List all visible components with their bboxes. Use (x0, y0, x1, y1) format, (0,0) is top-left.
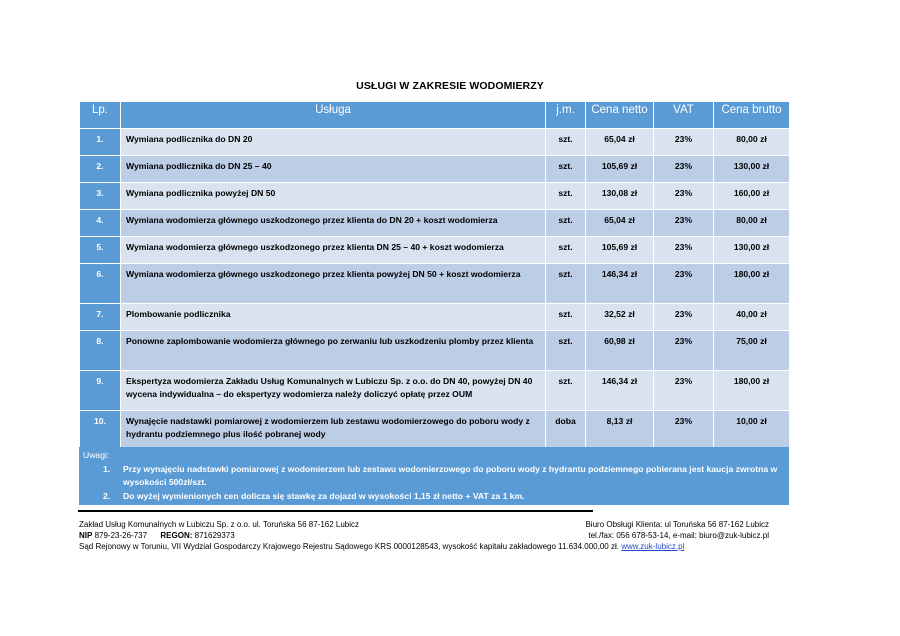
row-gross-price: 40,00 zł (714, 304, 790, 331)
row-lp: 7. (80, 304, 121, 331)
row-lp: 2. (80, 156, 121, 183)
row-vat: 23% (654, 304, 714, 331)
table-row (80, 411, 790, 451)
row-unit: szt. (546, 237, 586, 264)
row-service: Wymiana wodomierza głównego uszkodzonego przez klienta do DN 20 + koszt wodomierza (121, 210, 546, 237)
col-header-service: Usługa (121, 102, 546, 129)
row-unit: szt. (546, 264, 586, 304)
note-number: 1. (103, 463, 111, 474)
row-vat: 23% (654, 411, 714, 451)
row-net-price: 146,34 zł (586, 264, 654, 304)
row-net-price: 65,04 zł (586, 210, 654, 237)
row-service: Wymiana podlicznika do DN 20 (121, 129, 546, 156)
services-table (79, 101, 790, 451)
table-header-row (80, 102, 790, 129)
footer-registry (79, 530, 235, 541)
table-row (80, 331, 790, 371)
table-row (80, 156, 790, 183)
row-unit: szt. (546, 183, 586, 210)
row-net-price: 60,98 zł (586, 331, 654, 371)
footer-divider (78, 510, 593, 512)
note-item (83, 490, 785, 504)
table-row (80, 129, 790, 156)
row-gross-price: 80,00 zł (714, 210, 790, 237)
row-vat: 23% (654, 237, 714, 264)
row-net-price: 105,69 zł (586, 237, 654, 264)
row-lp: 4. (80, 210, 121, 237)
row-vat: 23% (654, 264, 714, 304)
footer-court-text: Sąd Rejonowy w Toruniu, VII Wydział Gospodarczy Krajowego Rejestru Sądowego KRS 0000128543, wysokość kapitału zakładowego 11.634.000,00 zł. (79, 542, 619, 551)
row-service: Ponowne zaplombowanie wodomierza głównego po zerwaniu lub uszkodzeniu plomby przez klienta (121, 331, 546, 371)
row-unit: szt. (546, 156, 586, 183)
note-number: 2. (103, 490, 111, 501)
notes-label: Uwagi: (83, 450, 110, 460)
nip-value: 879-23-26-737 (94, 531, 148, 540)
col-header-net: Cena netto (586, 102, 654, 129)
row-service: Wymiana podlicznika powyżej DN 50 (121, 183, 546, 210)
row-vat: 23% (654, 156, 714, 183)
footer-row (79, 530, 769, 541)
row-vat: 23% (654, 210, 714, 237)
col-header-gross: Cena brutto (714, 102, 790, 129)
notes-box (79, 447, 789, 505)
row-service: Ekspertyza wodomierza Zakładu Usług Komunalnych w Lubiczu Sp. z o.o. do DN 40, powyżej DN 40 wycena indywidualna – do ekspertyzy wodomierza należy doliczyć opłatę przez OUM (121, 371, 546, 411)
row-vat: 23% (654, 371, 714, 411)
page-title: USŁUGI W ZAKRESIE WODOMIERZY (356, 80, 544, 92)
row-service: Wynajęcie nadstawki pomiarowej z wodomierzem lub zestawu wodomierzowego do poboru wody z hydrantu podziemnego plus ilość pobranej wody (121, 411, 546, 451)
nip-label: NIP (79, 531, 93, 540)
row-lp: 9. (80, 371, 121, 411)
row-gross-price: 180,00 zł (714, 264, 790, 304)
row-vat: 23% (654, 331, 714, 371)
row-lp: 3. (80, 183, 121, 210)
row-vat: 23% (654, 129, 714, 156)
row-service: Wymiana wodomierza głównego uszkodzonego przez klienta powyżej DN 50 + koszt wodomierza (121, 264, 546, 304)
row-gross-price: 130,00 zł (714, 237, 790, 264)
row-gross-price: 75,00 zł (714, 331, 790, 371)
row-lp: 1. (80, 129, 121, 156)
footer (79, 519, 769, 552)
row-unit: szt. (546, 304, 586, 331)
row-gross-price: 130,00 zł (714, 156, 790, 183)
row-gross-price: 10,00 zł (714, 411, 790, 451)
row-service: Wymiana podlicznika do DN 25 – 40 (121, 156, 546, 183)
row-gross-price: 160,00 zł (714, 183, 790, 210)
row-vat: 23% (654, 183, 714, 210)
table-row (80, 371, 790, 411)
table-row (80, 237, 790, 264)
row-net-price: 65,04 zł (586, 129, 654, 156)
table-row (80, 183, 790, 210)
row-service: Wymiana wodomierza głównego uszkodzonego przez klienta DN 25 – 40 + koszt wodomierza (121, 237, 546, 264)
note-text: Przy wynajęciu nadstawki pomiarowej z wodomierzem lub zestawu wodomierzowego do poboru wody z hydrantu podziemnego pobierana jest kaucja zwrotna w wysokości 500zł/szt. (123, 463, 778, 487)
row-unit: szt. (546, 371, 586, 411)
footer-row (79, 519, 769, 530)
table-row (80, 264, 790, 304)
row-lp: 6. (80, 264, 121, 304)
row-gross-price: 80,00 zł (714, 129, 790, 156)
regon-value: 871629373 (194, 531, 235, 540)
note-item (83, 463, 785, 490)
row-net-price: 130,08 zł (586, 183, 654, 210)
row-service: Plombowanie podlicznika (121, 304, 546, 331)
row-net-price: 32,52 zł (586, 304, 654, 331)
col-header-vat: VAT (654, 102, 714, 129)
row-lp: 10. (80, 411, 121, 451)
table-row (80, 304, 790, 331)
footer-office: Biuro Obsługi Klienta: ul Toruńska 56 87-162 Lubicz (585, 520, 769, 529)
row-lp: 8. (80, 331, 121, 371)
regon-label: REGON: (160, 531, 193, 540)
note-text: Do wyżej wymienionych cen dolicza się stawkę za dojazd w wysokości 1,15 zł netto + VAT za 1 km. (123, 490, 525, 501)
footer-contact: tel./fax: 056 678-53-14, e-mail: biuro@zuk-lubicz.pl (588, 531, 769, 540)
row-net-price: 146,34 zł (586, 371, 654, 411)
row-gross-price: 180,00 zł (714, 371, 790, 411)
footer-court (79, 541, 769, 552)
row-net-price: 8,13 zł (586, 411, 654, 451)
row-unit: doba (546, 411, 586, 451)
row-unit: szt. (546, 210, 586, 237)
website-link[interactable]: www.zuk-lubicz.pl (621, 542, 685, 551)
table-row (80, 210, 790, 237)
row-net-price: 105,69 zł (586, 156, 654, 183)
row-lp: 5. (80, 237, 121, 264)
col-header-lp: Lp. (80, 102, 121, 129)
row-unit: szt. (546, 331, 586, 371)
row-unit: szt. (546, 129, 586, 156)
col-header-unit: j.m. (546, 102, 586, 129)
footer-company: Zakład Usług Komunalnych w Lubiczu Sp. z o.o. ul. Toruńska 56 87-162 Lubicz (79, 520, 360, 529)
